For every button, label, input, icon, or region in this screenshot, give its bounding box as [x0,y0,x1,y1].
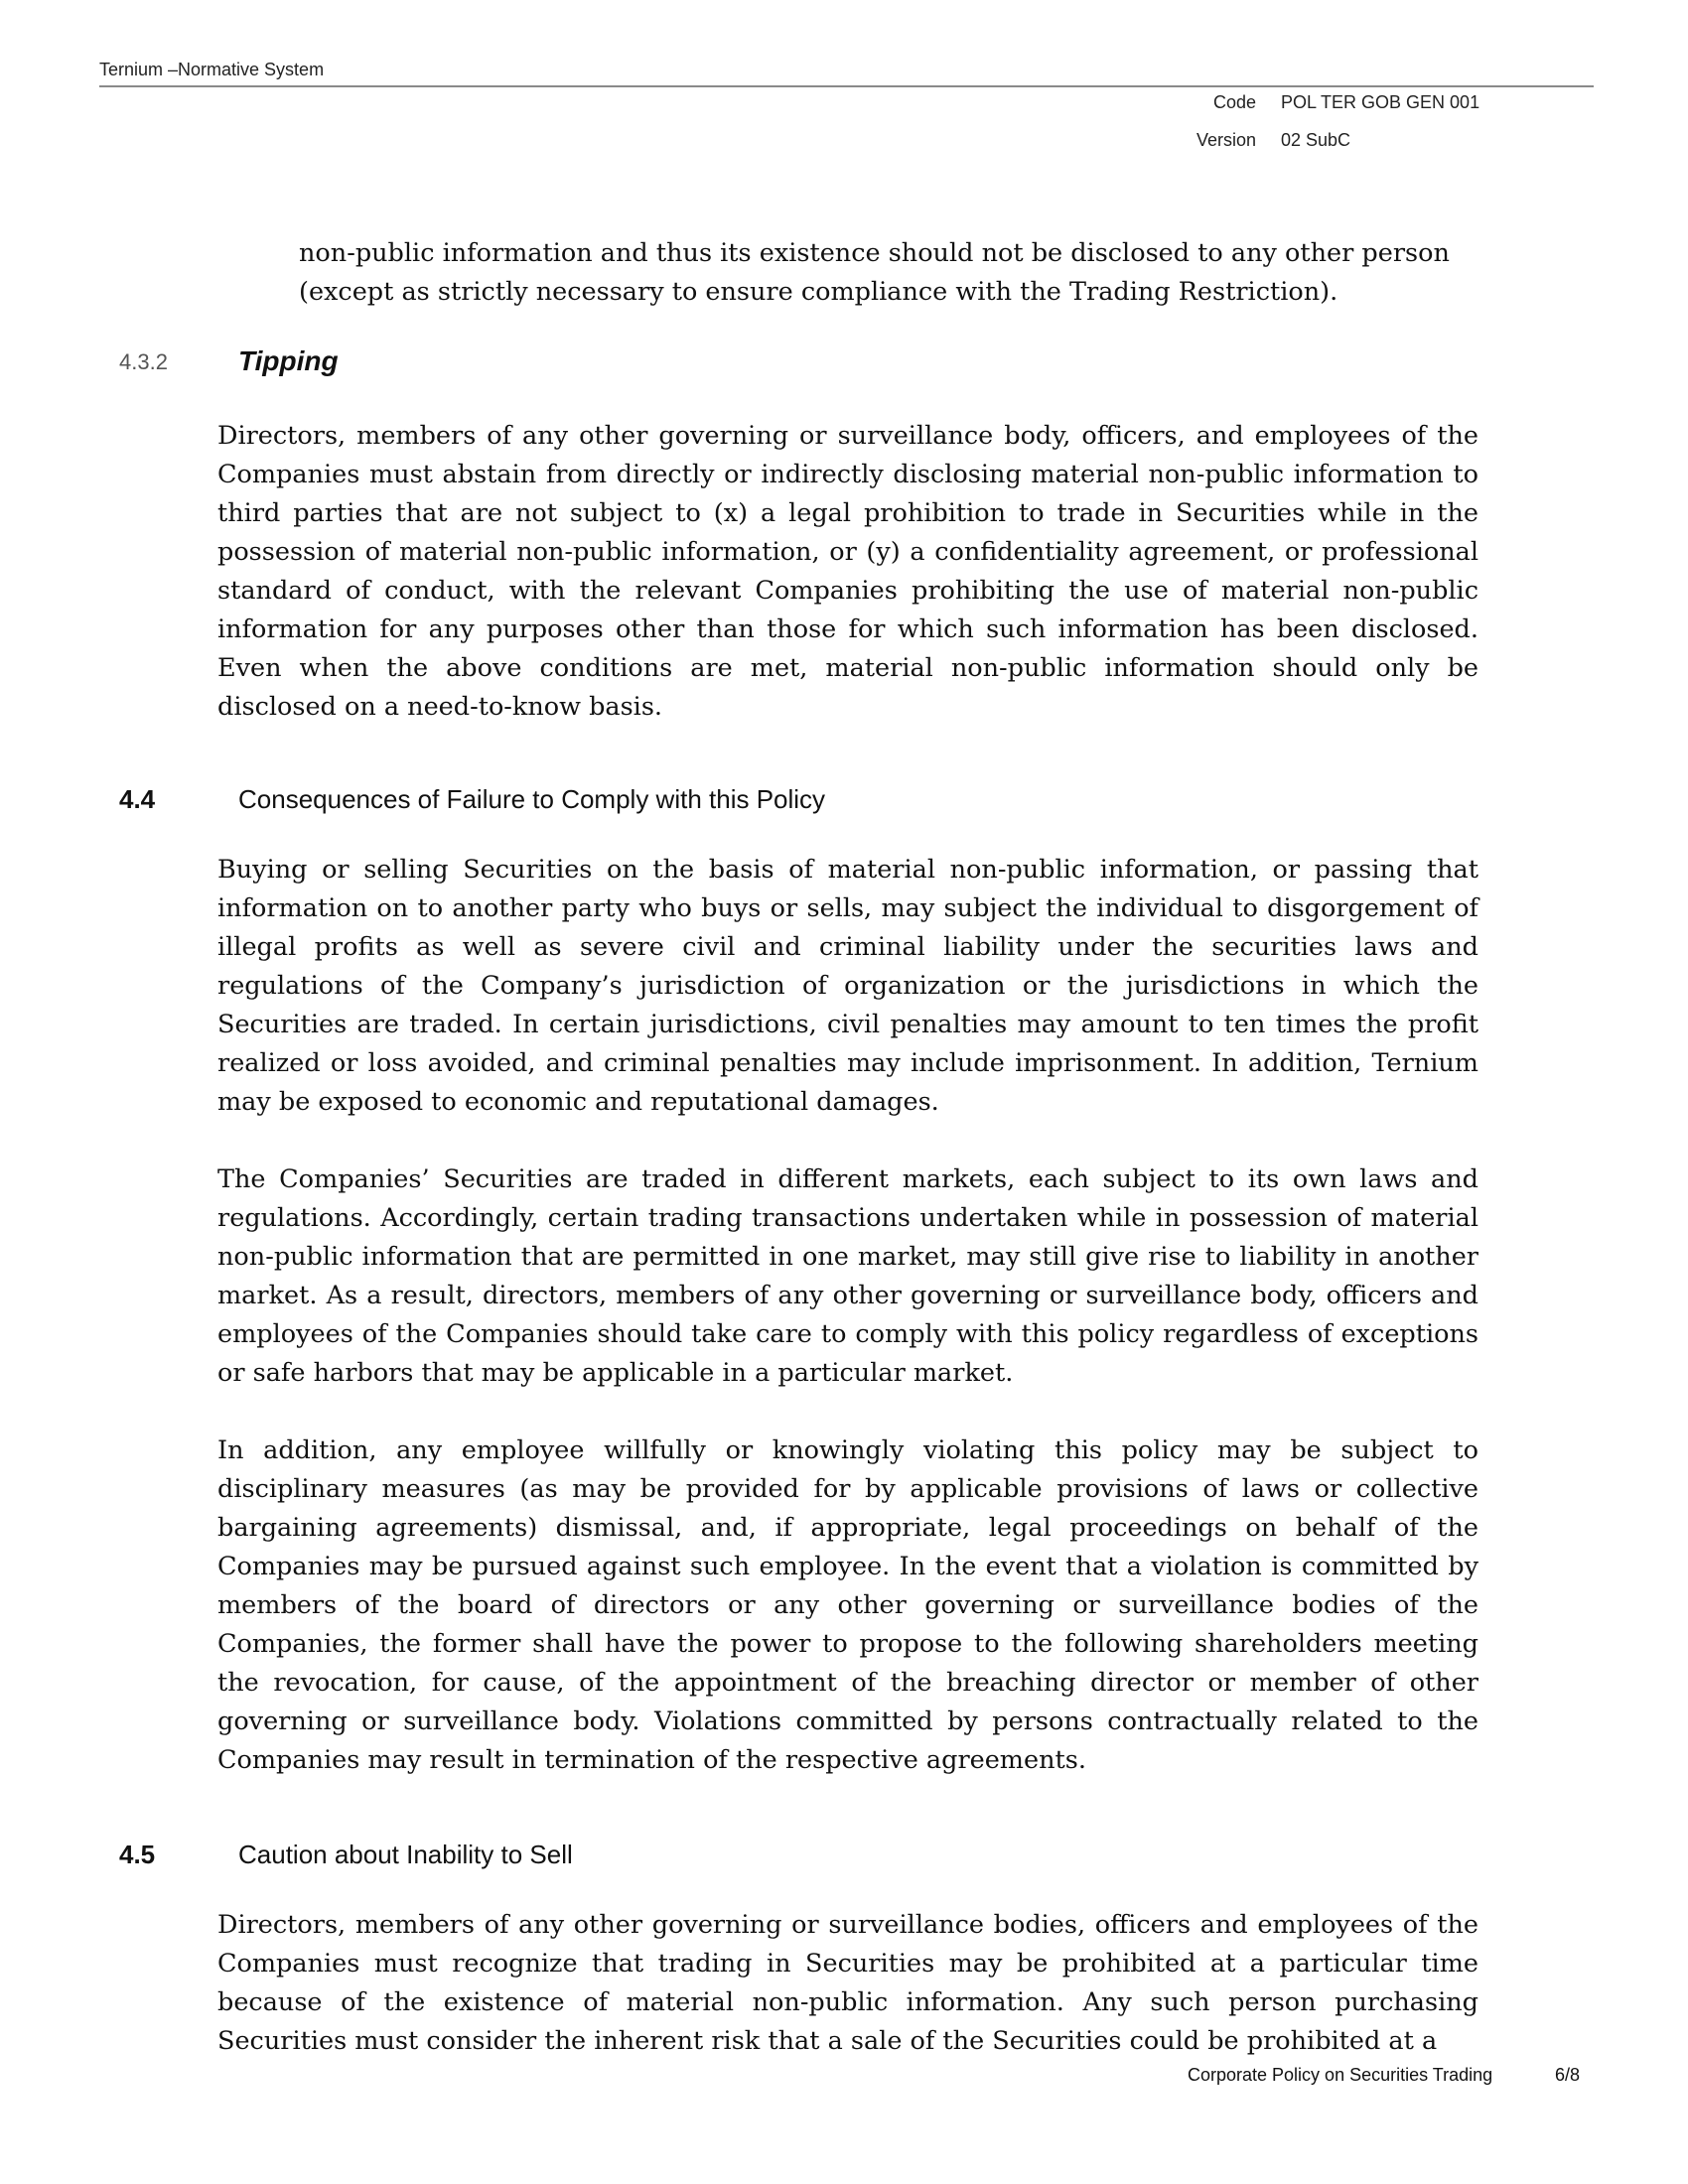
version-value: 02 SubC [1281,130,1351,150]
continuation-paragraph: non-public information and thus its existence should not be disclosed to any other person (except as strictly necessary to ensure compliance with the Trading Restriction). [299,238,1450,307]
header-title: Ternium –Normative System [99,60,325,79]
section-title-4-4: Consequences of Failure to Comply with this Policy [238,784,826,814]
tipping-paragraph: Directors, members of any other governing or surveillance body, officers, and employees of the Companies must abstain from directly or indirectly disclosing material non-public information to third parties that are not subject to (x) a legal prohibition to trade in Securities while in the possession of material non-public information, or (y) a confidentiality agreement, or professional standard of conduct, with the relevant Companies prohibiting the use of material non-public information for any purposes other than those for which such information has been disclosed. Even when the above conditions are met, material non-public information should only be disclosed on a need-to-know basis. [217,421,1478,722]
subsection-title: Tipping [238,345,339,376]
code-value: POL TER GOB GEN 001 [1281,92,1480,112]
consequences-paragraph-2: The Companies’ Securities are traded in different markets, each subject to its own laws and regulations. Accordingly, certain trading transactions undertaken while in possession of material non-public information that are permitted in one market, may still give rise to liability in another market. As a result, directors, members of any other governing or surveillance body, officers and employees of the Companies should take care to comply with this policy regardless of exceptions or safe harbors that may be applicable in a particular market. [217,1164,1478,1388]
inability-paragraph: Directors, members of any other governing or surveillance bodies, officers and employees of the Companies must recognize that trading in Securities may be prohibited at a particular time because of the existence of material non-public information. Any such person purchasing Securities must consider the inherent risk that a sale of the Securities could be prohibited at a [217,1910,1478,2056]
version-label: Version [1196,130,1256,150]
consequences-paragraph-1: Buying or selling Securities on the basis of material non-public information, or passing that information on to another party who buys or sells, may subject the individual to disgorgement of illegal profits as well as severe civil and criminal liability under the securities laws and regulations of the Company’s jurisdiction of organization or the jurisdictions in which the Securities are traded. In certain jurisdictions, civil penalties may amount to ten times the profit realized or loss avoided, and criminal penalties may include imprisonment. In addition, Ternium may be exposed to economic and reputational damages. [217,855,1478,1117]
section-title-4-5: Caution about Inability to Sell [238,1840,573,1869]
header-divider [99,85,1594,87]
footer-doc-title: Corporate Policy on Securities Trading [1188,2065,1493,2085]
section-number-4-5: 4.5 [119,1840,156,1869]
code-label: Code [1212,92,1256,112]
subsection-number: 4.3.2 [119,349,168,374]
section-number-4-4: 4.4 [119,784,156,814]
consequences-paragraph-3: In addition, any employee willfully or knowingly violating this policy may be subject to disciplinary measures (as may be provided for by applicable provisions of laws or collective bargaining agreements) dismissal, and, if appropriate, legal proceedings on behalf of the Companies may be pursued against such employee. In the event that a violation is committed by members of the board of directors or any other governing or surveillance bodies of the Companies, the former shall have the power to propose to the following shareholders meeting the revocation, for cause, of the appointment of the breaching director or member of other governing or surveillance body. Violations committed by persons contractually related to the Companies may result in termination of the respective agreements. [217,1435,1478,1775]
footer-page-number: 6/8 [1555,2065,1581,2085]
